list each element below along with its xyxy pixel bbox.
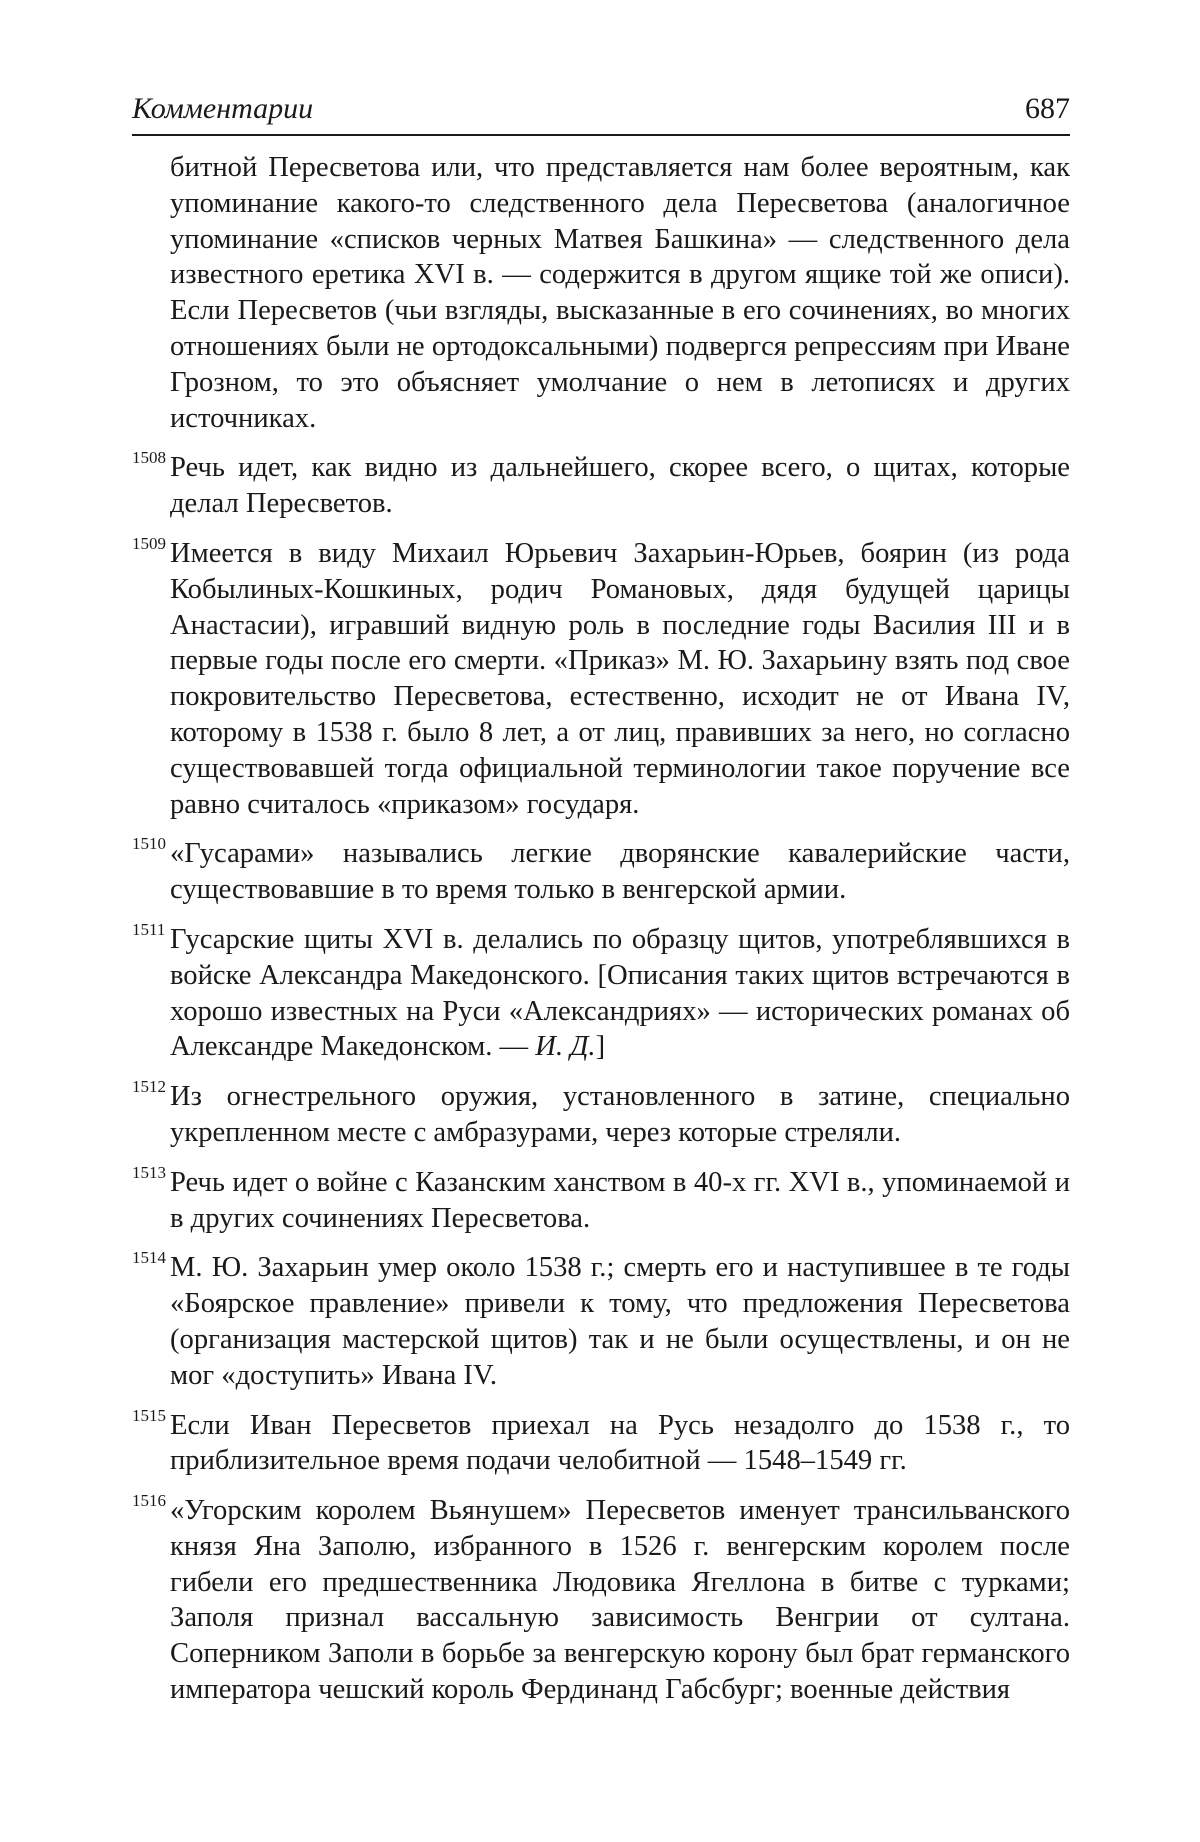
note-1515 [132, 1405, 1070, 1480]
note-number: 1513 [132, 1162, 166, 1182]
note-1512 [132, 1079, 1070, 1151]
note-number: 1510 [132, 834, 166, 854]
note-1511 [132, 919, 1070, 1065]
note-text: Имеется в виду Михаил Юрьевич Захарьин-Юрьев, боярин (из рода Кобылиных-Кошкиных, родич Романовых, дядя будущей царицы Анастасии), игравший видную роль в последние годы Василия III и в первые годы после его смерти. «Приказ» М. Ю. Захарьину взять под свое покровительство Пересветова, естественно, исходит не от Ивана IV, которому в 1538 г. было 8 лет, а от лиц, правивших за него, но согласно существовавшей тогда официальной терминологии такое поручение все равно считалось «приказом» государя. [170, 537, 1070, 820]
note-text-end: ] [595, 1031, 606, 1063]
note-number: 1516 [132, 1491, 166, 1511]
section-title: Комментарии [132, 92, 314, 125]
note-text: Речь идет, как видно из дальнейшего, скорее всего, о щитах, которые делал Пересветов. [170, 452, 1070, 520]
note-number: 1514 [132, 1248, 166, 1268]
note-1510 [132, 836, 1070, 908]
note-number: 1511 [132, 919, 166, 939]
running-head [132, 92, 1070, 136]
page-number: 687 [1025, 92, 1070, 125]
note-1514 [132, 1250, 1070, 1393]
note-text: «Угорским королем Вьянушем» Пересветов именует трансильванского князя Яна Заполю, избранного в 1526 г. венгерским королем после гибели его предшественника Людовика Ягеллона в битве с турками; Заполя признал вассальную зависимость Венгрии от султана. Соперником Заполи в борьбе за венгерскую корону был брат германского императора чешский король Фердинанд Габсбург; военные действия [170, 1495, 1070, 1706]
note-1508 [132, 450, 1070, 522]
note-text: М. Ю. Захарьин умер около 1538 г.; смерть его и наступившее в те годы «Боярское правление» привели к тому, что предложения Пересветова (организация мастерской щитов) так и не были осуществлены, и он не мог «доступить» Ивана IV. [170, 1252, 1070, 1391]
note-1516 [132, 1493, 1070, 1708]
note-text: Гусарские щиты XVI в. делались по образцу щитов, употреблявшихся в войске Александра Македонского. [Описания таких щитов встречаются в хорошо известных на Руси «Александриях» — исторических романах об Александре Македонском. — [170, 923, 1070, 1063]
note-text: Речь идет о войне с Казанским ханством в 40-х гг. XVI в., упоминаемой и в других сочинениях Пересветова. [170, 1166, 1070, 1234]
note-number: 1515 [132, 1405, 166, 1425]
note-text: «Гусарами» назывались легкие дворянские кавалерийские части, существовавшие в то время только в венгерской армии. [170, 838, 1070, 906]
note-text: Если Иван Пересветов приехал на Русь незадолго до 1538 г., то приблизительное время подачи челобитной — 1548–1549 гг. [170, 1409, 1070, 1477]
commentary-body [132, 150, 1070, 1708]
note-text: битной Пересветова или, что представляется нам более вероятным, как упоминание какого-то следственного дела Пересветова (аналогичное упоминание «списков черных Матвея Башкина» — следственного дела известного еретика XVI в. — содержится в другом ящике той же описи). Если Пересветов (чьи взгляды, высказанные в его сочинениях, во многих отношениях были не ортодоксальными) подвергся репрессиям при Иване Грозном, то это объясняет умолчание о нем в летописях и других источниках. [170, 152, 1070, 434]
note-1513 [132, 1162, 1070, 1237]
note-number: 1509 [132, 533, 166, 553]
note-number: 1508 [132, 448, 166, 468]
note-number: 1512 [132, 1077, 166, 1097]
note-continuation [132, 150, 1070, 436]
page [132, 92, 1070, 1722]
note-text: Из огнестрельного оружия, установленного в затине, специально укрепленном месте с амбразурами, через которые стреляли. [170, 1081, 1070, 1148]
note-1509 [132, 533, 1070, 822]
note-author-initials: И. Д. [535, 1031, 596, 1063]
